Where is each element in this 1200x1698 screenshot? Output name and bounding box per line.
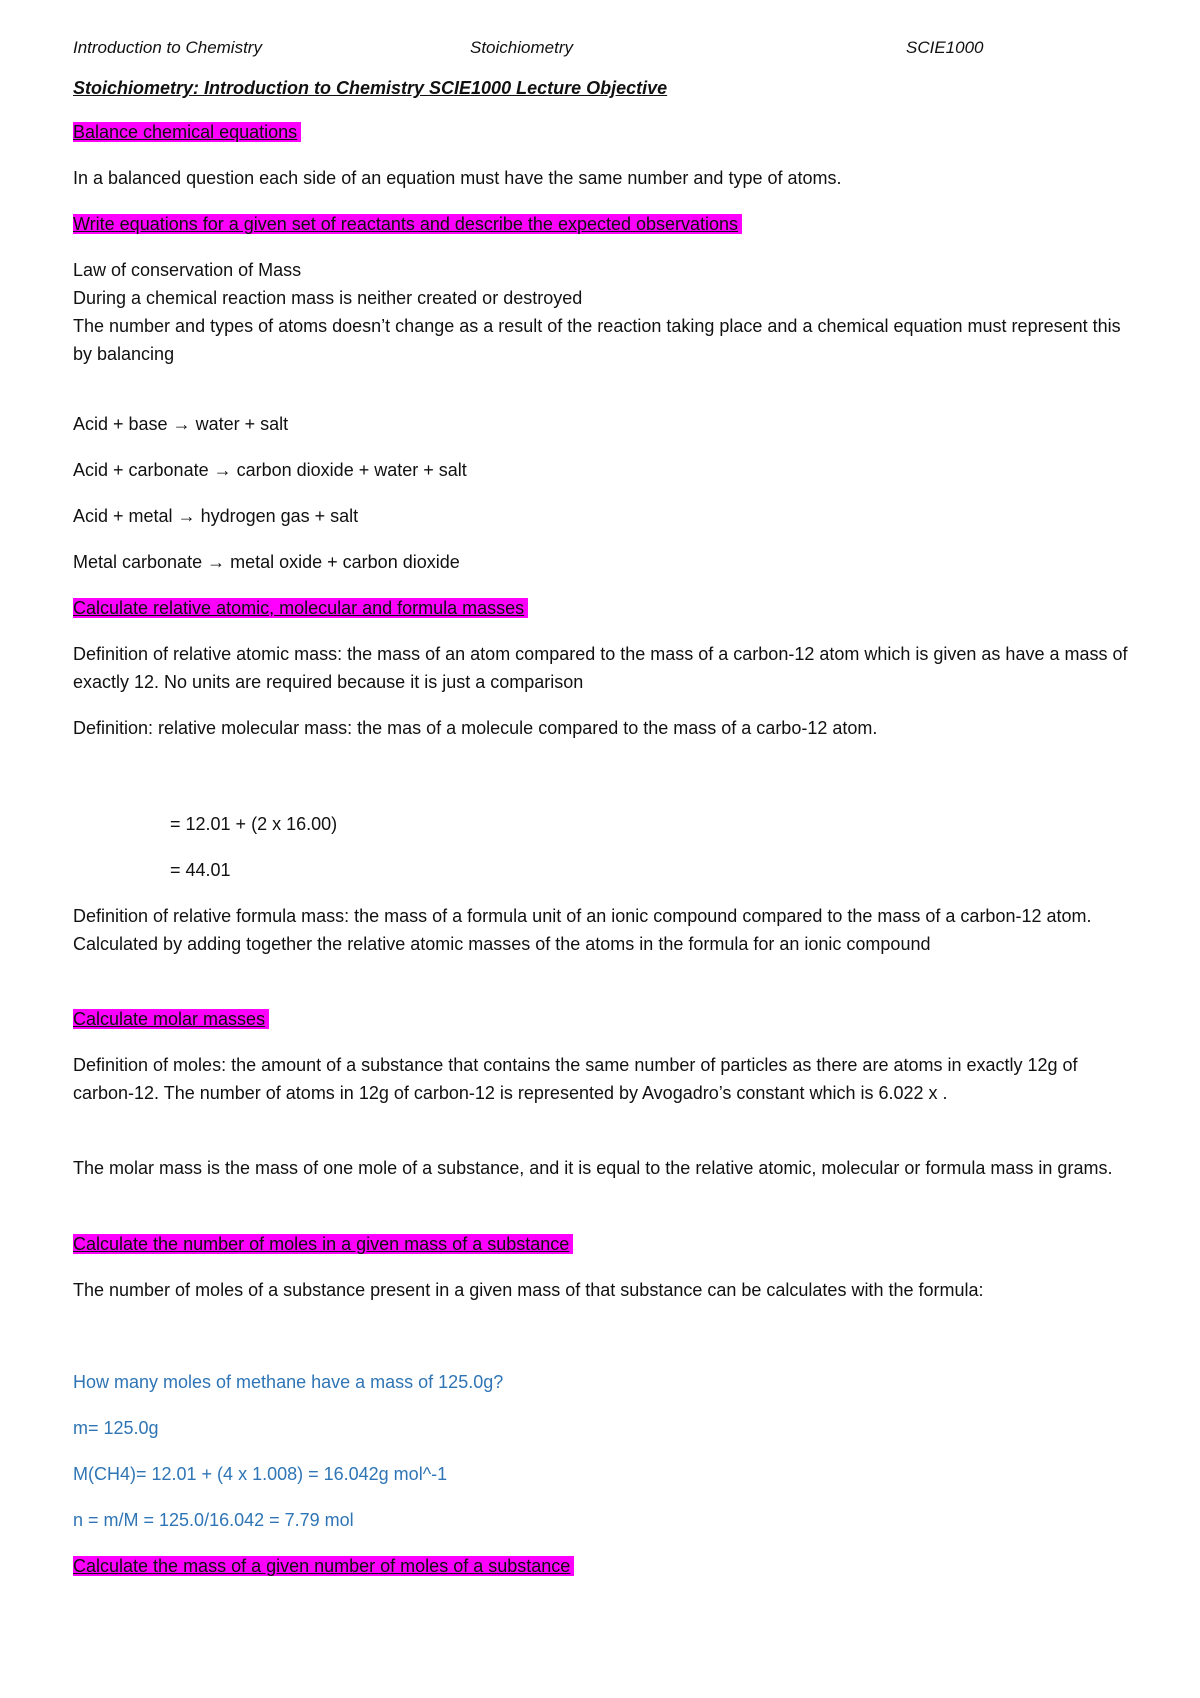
equation-right: carbon dioxide + water + salt	[236, 460, 467, 480]
example-molar-mass: M(CH4)= 12.01 + (4 x 1.008) = 16.042g mol^-1	[73, 1464, 448, 1484]
paragraph-balanced: In a balanced question each side of an equation must have the same number and type of atoms.	[73, 168, 842, 188]
equation-left: Metal carbonate	[73, 552, 203, 572]
paragraph-number-types: The number and types of atoms doesn’t change as a result of the reaction taking place and a chemical equation must represent this by balancing	[73, 316, 1121, 364]
equation-acid-base	[73, 410, 288, 438]
definition-relative-molecular-mass: Definition: relative molecular mass: the mas of a molecule compared to the mass of a carbo-12 atom.	[73, 718, 878, 738]
highlight-heading: Calculate the number of moles in a given mass of a substance	[73, 1234, 573, 1254]
section-heading-mass-of-moles	[73, 1552, 574, 1580]
highlight-heading: Calculate molar masses	[73, 1009, 269, 1029]
arrow-icon: →	[213, 460, 232, 480]
equation-acid-metal	[73, 502, 358, 530]
equation-left: Acid + metal	[73, 506, 173, 526]
definition-relative-atomic-mass: Definition of relative atomic mass: the mass of an atom compared to the mass of a carbon-12 atom which is given as have a mass of exactly 12. No units are required because it is just a comparison	[73, 644, 1128, 692]
equation-metal-carbonate	[73, 548, 460, 576]
equation-right: water + salt	[195, 414, 289, 434]
equation-left: Acid + base	[73, 414, 168, 434]
section-heading-balance	[73, 118, 301, 146]
document-title-text: Stoichiometry: Introduction to Chemistry SCIE1000 Lecture Objective	[73, 78, 668, 98]
paragraph-moles-formula: The number of moles of a substance present in a given mass of that substance can be calculates with the formula:	[73, 1280, 984, 1300]
equation-right: metal oxide + carbon dioxide	[230, 552, 460, 572]
section-heading-number-of-moles	[73, 1230, 573, 1258]
arrow-icon: →	[172, 414, 191, 434]
highlight-heading: Write equations for a given set of reactants and describe the expected observations	[73, 214, 742, 234]
calculation-step-1: = 12.01 + (2 x 16.00)	[170, 814, 338, 834]
highlight-heading: Balance chemical equations	[73, 122, 301, 142]
header-right: SCIE1000	[906, 38, 984, 57]
highlight-heading: Calculate the mass of a given number of moles of a substance	[73, 1556, 574, 1576]
arrow-icon: →	[207, 552, 226, 572]
equation-left: Acid + carbonate	[73, 460, 209, 480]
equation-acid-carbonate	[73, 456, 467, 484]
example-mass: m= 125.0g	[73, 1418, 159, 1438]
law-conservation-mass: Law of conservation of Mass	[73, 260, 302, 280]
arrow-icon: →	[177, 506, 196, 526]
example-moles-result: n = m/M = 125.0/16.042 = 7.79 mol	[73, 1510, 354, 1530]
definition-moles: Definition of moles: the amount of a substance that contains the same number of particles as there are atoms in exactly 12g of carbon-12. The number of atoms in 12g of carbon-12 is represented by Avogadro’s constant which is 6.022 x .	[73, 1055, 1078, 1103]
definition-relative-formula-mass: Definition of relative formula mass: the mass of a formula unit of an ionic compound compared to the mass of a carbon-12 atom. Calculated by adding together the relative atomic masses of the atoms in the formula for an ionic compound	[73, 906, 1092, 954]
paragraph-during-reaction: During a chemical reaction mass is neither created or destroyed	[73, 288, 583, 308]
paragraph-molar-mass: The molar mass is the mass of one mole of a substance, and it is equal to the relative atomic, molecular or formula mass in grams.	[73, 1158, 1113, 1178]
highlight-heading: Calculate relative atomic, molecular and formula masses	[73, 598, 528, 618]
header-center: Stoichiometry	[470, 38, 573, 57]
calculation-step-2: = 44.01	[170, 860, 231, 880]
equation-right: hydrogen gas + salt	[200, 506, 359, 526]
header-left: Introduction to Chemistry	[73, 38, 262, 57]
example-question: How many moles of methane have a mass of 125.0g?	[73, 1372, 504, 1392]
section-heading-write-equations	[73, 210, 742, 238]
document-title	[73, 74, 667, 102]
section-heading-relative-masses	[73, 594, 528, 622]
section-heading-molar-masses	[73, 1005, 269, 1033]
